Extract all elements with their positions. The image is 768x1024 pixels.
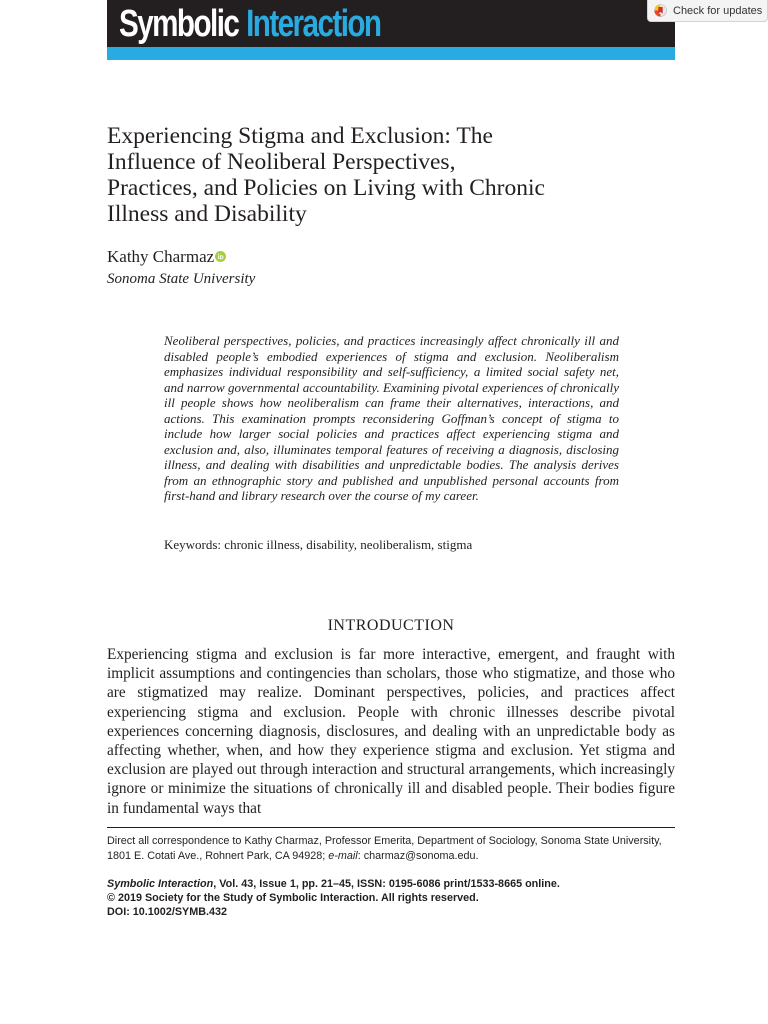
email-separator: : — [357, 850, 364, 862]
journal-logo — [119, 2, 380, 46]
correspondence-text: Direct all correspondence to Kathy Charmaz, Professor Emerita, Department of Sociology, Sonoma State University, 1801 E. Cotati Ave., Rohnert Park, CA 94928; — [107, 835, 662, 862]
title-line: Influence of Neoliberal Perspectives, — [107, 149, 456, 175]
abstract: Neoliberal perspectives, policies, and practices increasingly affect chronically ill and disabled people’s embodied experiences of stigma and exclusion. Neoliberalism emphasizes individual responsibility and self-sufficiency, a limited social safety net, and narrow governmental accountability. Examining pivotal experiences of chronically ill people shows how neoliberalism can frame their alternatives, interactions, and actions. This examination prompts reconsidering Goffman’s concept of stigma to include how larger social policies and practices affect experiencing stigma and exclusion and, also, illuminates temporal features of receiving a diagnosis, disclosing illness, and dealing with disabilities and unpredictable bodies. The analysis derives from an ethnographic story and published and unpublished personal accounts from first-hand and library research over the course of my career. — [164, 333, 619, 503]
correspondence-note — [107, 834, 675, 864]
introduction-paragraph: Experiencing stigma and exclusion is far more interactive, emergent, and fraught with implicit assumptions and contingencies than scholars, those who stigmatize, and those who are stigmatized may realize. Dominant perspectives, policies, and practices affect experiencing stigma and exclusion. People with chronic illnesses describe pivotal experiences concerning diagnosis, disclosures, and dealing with an unpredictable body as affecting whether, when, and how they experience stigma and exclusion. Yet stigma and exclusion are played out through interaction and structural arrangements, which increasingly ignore or minimize the situations of chronically ill and disabled people. Their bodies figure in fundamental ways that — [107, 646, 675, 817]
title-line: Illness and Disability — [107, 201, 307, 227]
citation-line — [107, 877, 675, 891]
doi-line[interactable]: DOI: 10.1002/SYMB.432 — [107, 906, 228, 918]
journal-logo-word1: Symbolic — [119, 3, 239, 45]
copyright-line: © 2019 Society for the Study of Symbolic Interaction. All rights reserved. — [107, 892, 479, 904]
check-for-updates-icon — [654, 4, 667, 17]
citation-details: , Vol. 43, Issue 1, pp. 21–45, ISSN: 0195-6086 print/1533-8665 online. — [213, 878, 560, 890]
title-line: Practices, and Policies on Living with Chronic — [107, 175, 545, 201]
journal-logo-word2: Interaction — [246, 3, 381, 45]
citation-journal: Symbolic Interaction — [107, 878, 214, 890]
citation-block — [107, 877, 675, 919]
masthead-accent-stripe — [107, 47, 675, 60]
orcid-icon[interactable] — [215, 251, 226, 262]
author-name[interactable]: Kathy Charmaz — [107, 247, 215, 266]
email-link[interactable]: charmaz@sonoma.edu. — [363, 850, 479, 862]
article-title — [107, 123, 667, 227]
check-for-updates-button[interactable] — [647, 0, 768, 22]
keywords: Keywords: chronic illness, disability, neoliberalism, stigma — [164, 537, 473, 552]
footnote-rule — [107, 827, 675, 828]
section-heading-introduction: INTRODUCTION — [327, 617, 455, 634]
author-affiliation: Sonoma State University — [107, 271, 256, 287]
title-line: Experiencing Stigma and Exclusion: The — [107, 123, 493, 149]
author-line — [107, 247, 226, 267]
check-for-updates-label: Check for updates — [673, 4, 763, 17]
email-label: e-mail — [328, 850, 358, 862]
